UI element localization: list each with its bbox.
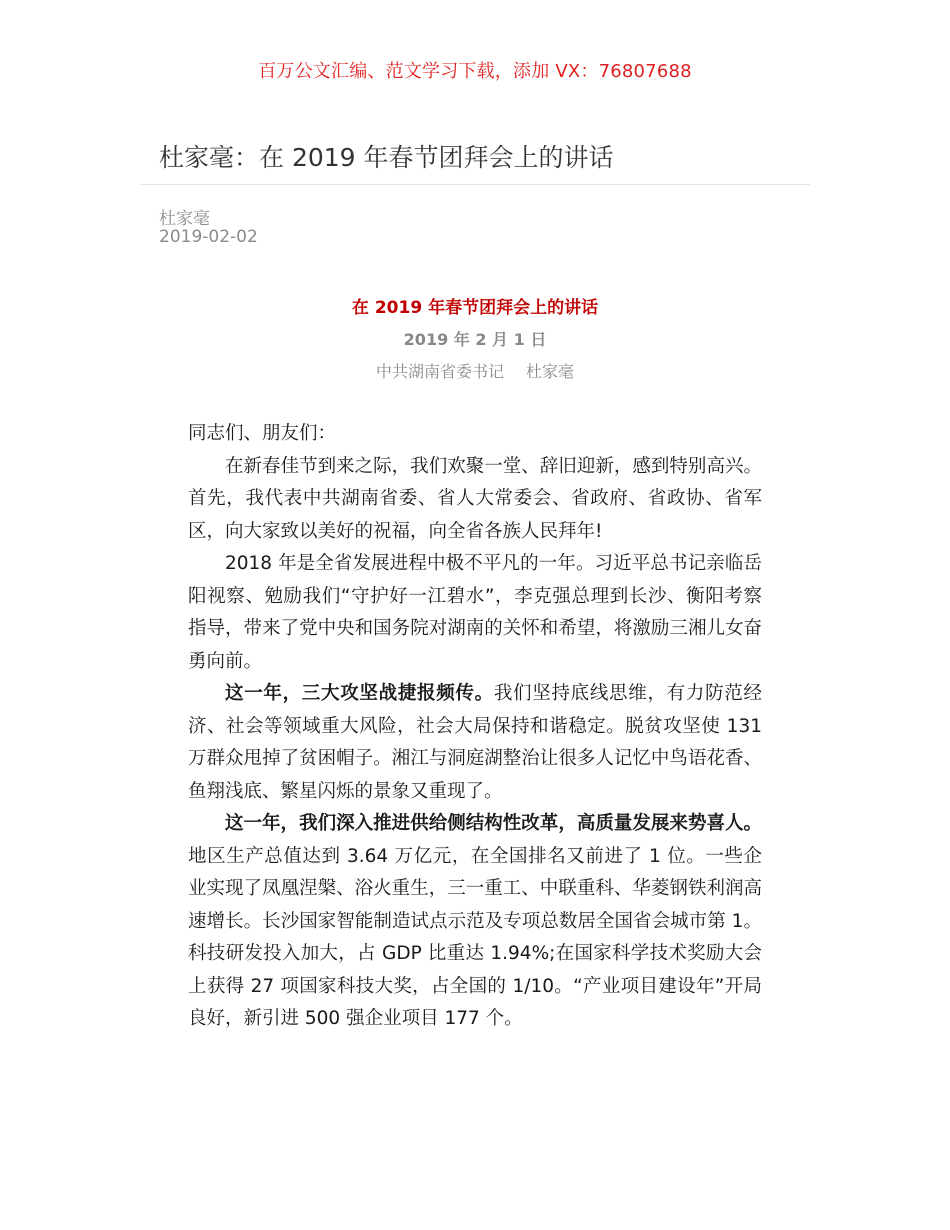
paragraph-text: 在新春佳节到来之际，我们欢聚一堂、辞旧迎新，感到特别高兴。首先，我代表中共湖南省委、省人大常委会、省政府、省政协、省军区，向大家致以美好的祝福，向全省各族人民拜年! — [188, 455, 762, 542]
paragraph-lead: 这一年，三大攻坚战捷报频传。 — [225, 683, 494, 704]
paragraph — [188, 451, 762, 549]
salutation: 同志们、朋友们： — [188, 423, 337, 444]
paragraph-text: 2018 年是全省发展进程中极不平凡的一年。习近平总书记亲临岳阳视察、勉励我们“守护好一江碧水”，李克强总理到长沙、衡阳考察指导，带来了党中央和国务院对湖南的关怀和希望，将激励三湘儿女奋勇向前。 — [188, 553, 762, 672]
paragraph — [188, 678, 762, 808]
document-date: 2019 年 2 月 1 日 — [403, 330, 547, 349]
author-name: 杜家毫 — [159, 209, 210, 229]
page-title: 杜家毫：在 2019 年春节团拜会上的讲话 — [159, 143, 614, 172]
promo-banner: 百万公文汇编、范文学习下载，添加 VX：76807688 — [258, 61, 692, 82]
paragraph-text: 我们坚持底线思维，有力防范经济、社会等领域重大风险，社会大局保持和谐稳定。脱贫攻坚使 131 万群众甩掉了贫困帽子。湘江与洞庭湖整治让很多人记忆中鸟语花香、鱼翔浅底、繁星闪烁的景象又重现了。 — [188, 683, 762, 802]
article-body — [188, 418, 762, 1036]
paragraph-text: 地区生产总值达到 3.64 万亿元，在全国排名又前进了 1 位。一些企业实现了凤凰涅槃、浴火重生，三一重工、中联重科、华菱钢铁利润高速增长。长沙国家智能制造试点示范及专项总数居全国省会城市第 1。科技研发投入加大，占 GDP 比重达 1.94%;在国家科学技术奖励大会上获得 27 项国家科技大奖，占全国的 1/10。“产业项目建设年”开局良好，新引进 500 强企业项目 177 个。 — [188, 845, 762, 1029]
paragraph — [188, 548, 762, 678]
document-title: 在 2019 年春节团拜会上的讲话 — [351, 298, 599, 318]
publish-date: 2019-02-02 — [159, 227, 258, 247]
byline-name: 杜家毫 — [526, 362, 575, 381]
byline-organization: 中共湖南省委书记 — [375, 362, 504, 381]
title-divider — [140, 184, 810, 185]
document-byline — [0, 359, 950, 382]
paragraph — [188, 808, 762, 1036]
paragraph-lead: 这一年，我们深入推进供给侧结构性改革，高质量发展来势喜人。 — [225, 813, 762, 834]
